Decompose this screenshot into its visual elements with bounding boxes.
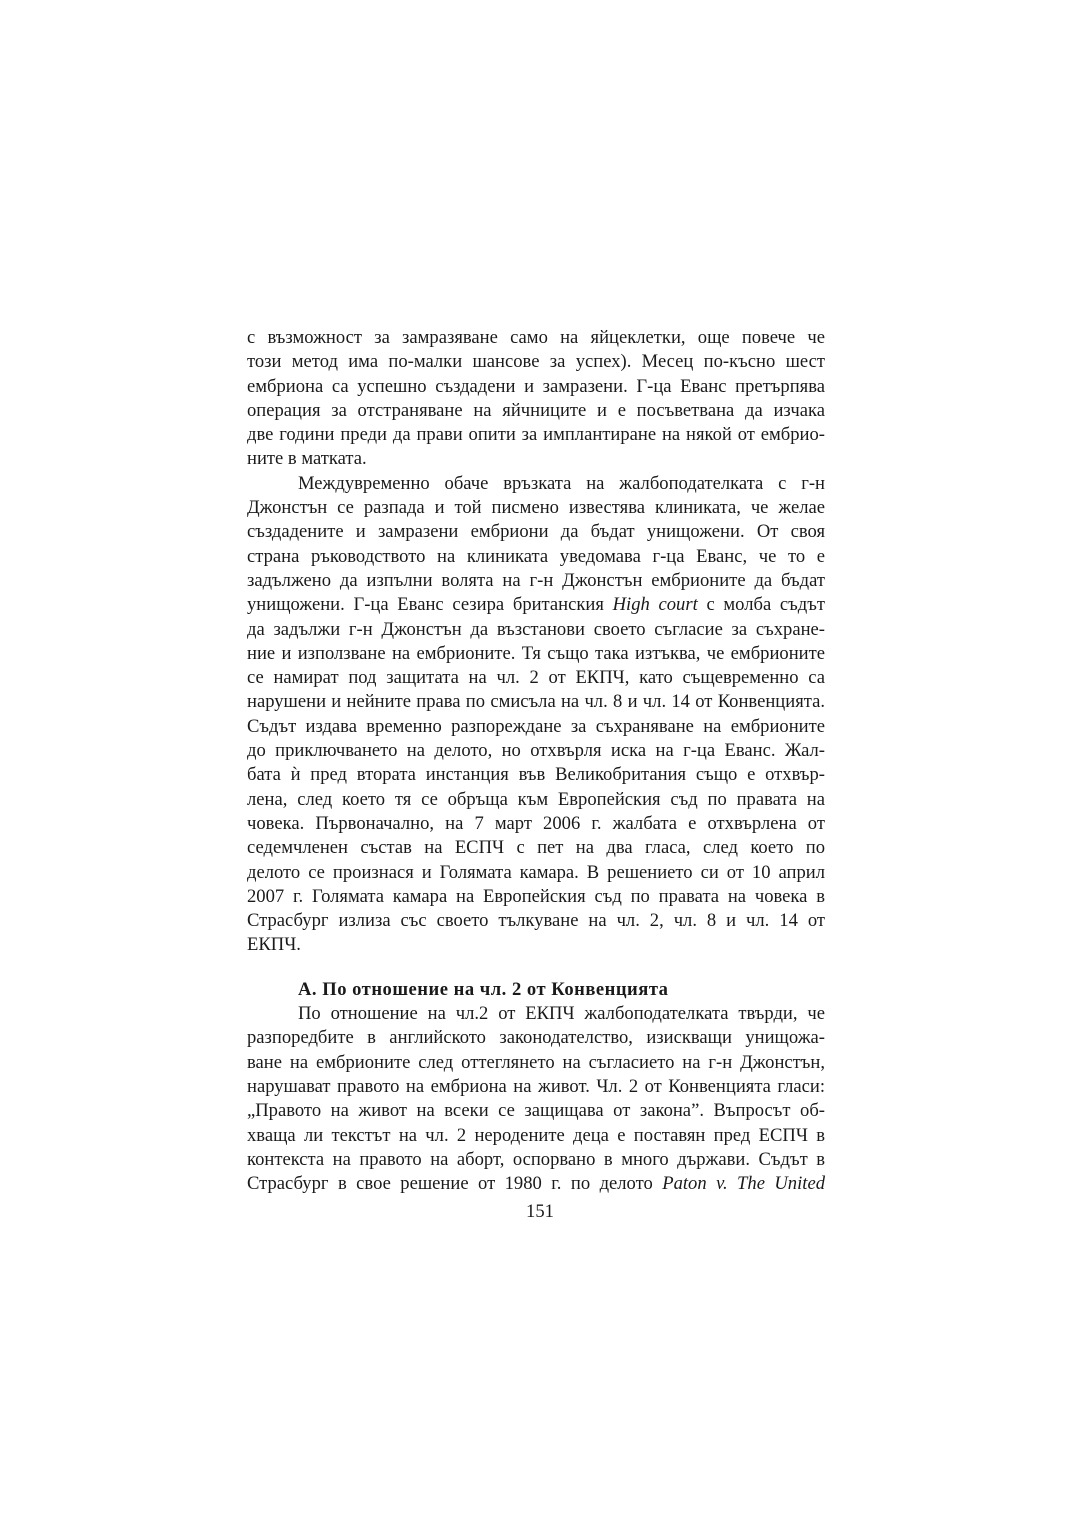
text-line: ембриона са успешно създадени и замразени. Г-ца Еванс претърпява	[247, 375, 825, 397]
text-line: ние и използване на ембрионите. Тя също така изтъква, че ембрионите	[247, 642, 825, 664]
paragraph-2	[247, 472, 825, 958]
page-body	[247, 326, 825, 1196]
text-line: По отношение на чл.2 от ЕКПЧ жалбоподателката твърди, че	[298, 1003, 825, 1025]
text-line: две години преди да прави опити за имплантиране на някой от ембрио-	[247, 424, 825, 446]
text-line: ване на ембрионите след оттеглянето на съгласието на г-н Джонстън,	[247, 1051, 825, 1073]
text-line-with-italic	[247, 1172, 825, 1196]
text-line: седемчленен състав на ЕСПЧ с пет на два гласа, след което по	[247, 837, 825, 859]
text-line: създадените и замразени ембриони да бъдат унищожени. От своя	[247, 521, 825, 543]
text-line: 2007 г. Голямата камара на Европейския съд по правата на човека в	[247, 885, 825, 907]
text-line: Съдът издава временно разпореждане за съхраняване на ембрионите	[247, 715, 825, 737]
text-line: нарушават правото на ембриона на живот. Чл. 2 от Конвенцията гласи:	[247, 1075, 825, 1097]
page-number: 151	[526, 1201, 554, 1222]
text-line: нарушени и нейните права по смисъла на чл. 8 и чл. 14 от Конвенцията.	[247, 691, 825, 713]
case-name-italic: High court	[612, 594, 698, 616]
text-line: задължено да изпълни волята на г-н Джонстън ембрионите да бъдат	[247, 569, 825, 591]
paragraph-3	[247, 1002, 825, 1196]
text-segment: с молба съдът	[697, 594, 825, 616]
text-line: хваща ли текстът на чл. 2 неродените деца е поставян пред ЕСПЧ в	[247, 1124, 825, 1146]
text-line-with-italic	[247, 593, 825, 617]
text-line: Междувременно обаче връзката на жалбоподателката с г-н	[298, 472, 825, 494]
text-segment: Страсбург в свое решение от 1980 г. по делото	[247, 1173, 663, 1195]
text-line: контекста на правото на аборт, оспорвано в много държави. Съдът в	[247, 1148, 825, 1170]
text-line: ните в матката.	[247, 448, 367, 470]
paragraph-1	[247, 326, 825, 472]
text-segment: унищожени. Г-ца Еванс сезира британския	[247, 594, 613, 616]
text-line: операция за отстраняване на яйчниците и е посъветвана да изчака	[247, 399, 825, 421]
text-line: страна ръководството на клиниката уведомава г-ца Еванс, че то е	[247, 545, 825, 567]
text-line: бата ѝ пред втората инстанция във Великобритания също е отхвър-	[247, 764, 825, 786]
case-name-italic: Paton v. The United	[662, 1173, 825, 1195]
text-line: делото се произнася и Голямата камара. В решението си от 10 април	[247, 861, 825, 883]
text-line: този метод има по-малки шансове за успех). Месец по-късно шест	[247, 351, 825, 373]
text-line: Джонстън се разпада и той писмено известява клиниката, че желае	[247, 497, 825, 519]
text-line: Страсбург излиза със своето тълкуване на чл. 2, чл. 8 и чл. 14 от	[247, 910, 825, 932]
text-line: с възможност за замразяване само на яйцеклетки, още повече че	[247, 327, 825, 348]
text-line: да задължи г-н Джонстън да възстанови своето съгласие за съхране-	[247, 618, 825, 640]
text-line: до приключването на делото, но отхвърля иска на г-ца Еванс. Жал-	[247, 740, 825, 762]
section-heading: А. По отношение на чл. 2 от Конвенцията	[298, 978, 669, 1000]
text-line: ЕКПЧ.	[247, 934, 301, 956]
text-line: се намират под защитата на чл. 2 от ЕКПЧ, като същевременно са	[247, 667, 825, 689]
text-line: „Правото на живот на всеки се защищава от закона”. Въпросът об-	[247, 1100, 825, 1122]
text-line: лена, след което тя се обръща към Европейския съд по правата на	[247, 788, 825, 810]
text-line: разпоредбите в английското законодателство, изискващи унищожа-	[247, 1027, 825, 1049]
text-line: човека. Първоначално, на 7 март 2006 г. жалбата е отхвърлена от	[247, 812, 825, 834]
